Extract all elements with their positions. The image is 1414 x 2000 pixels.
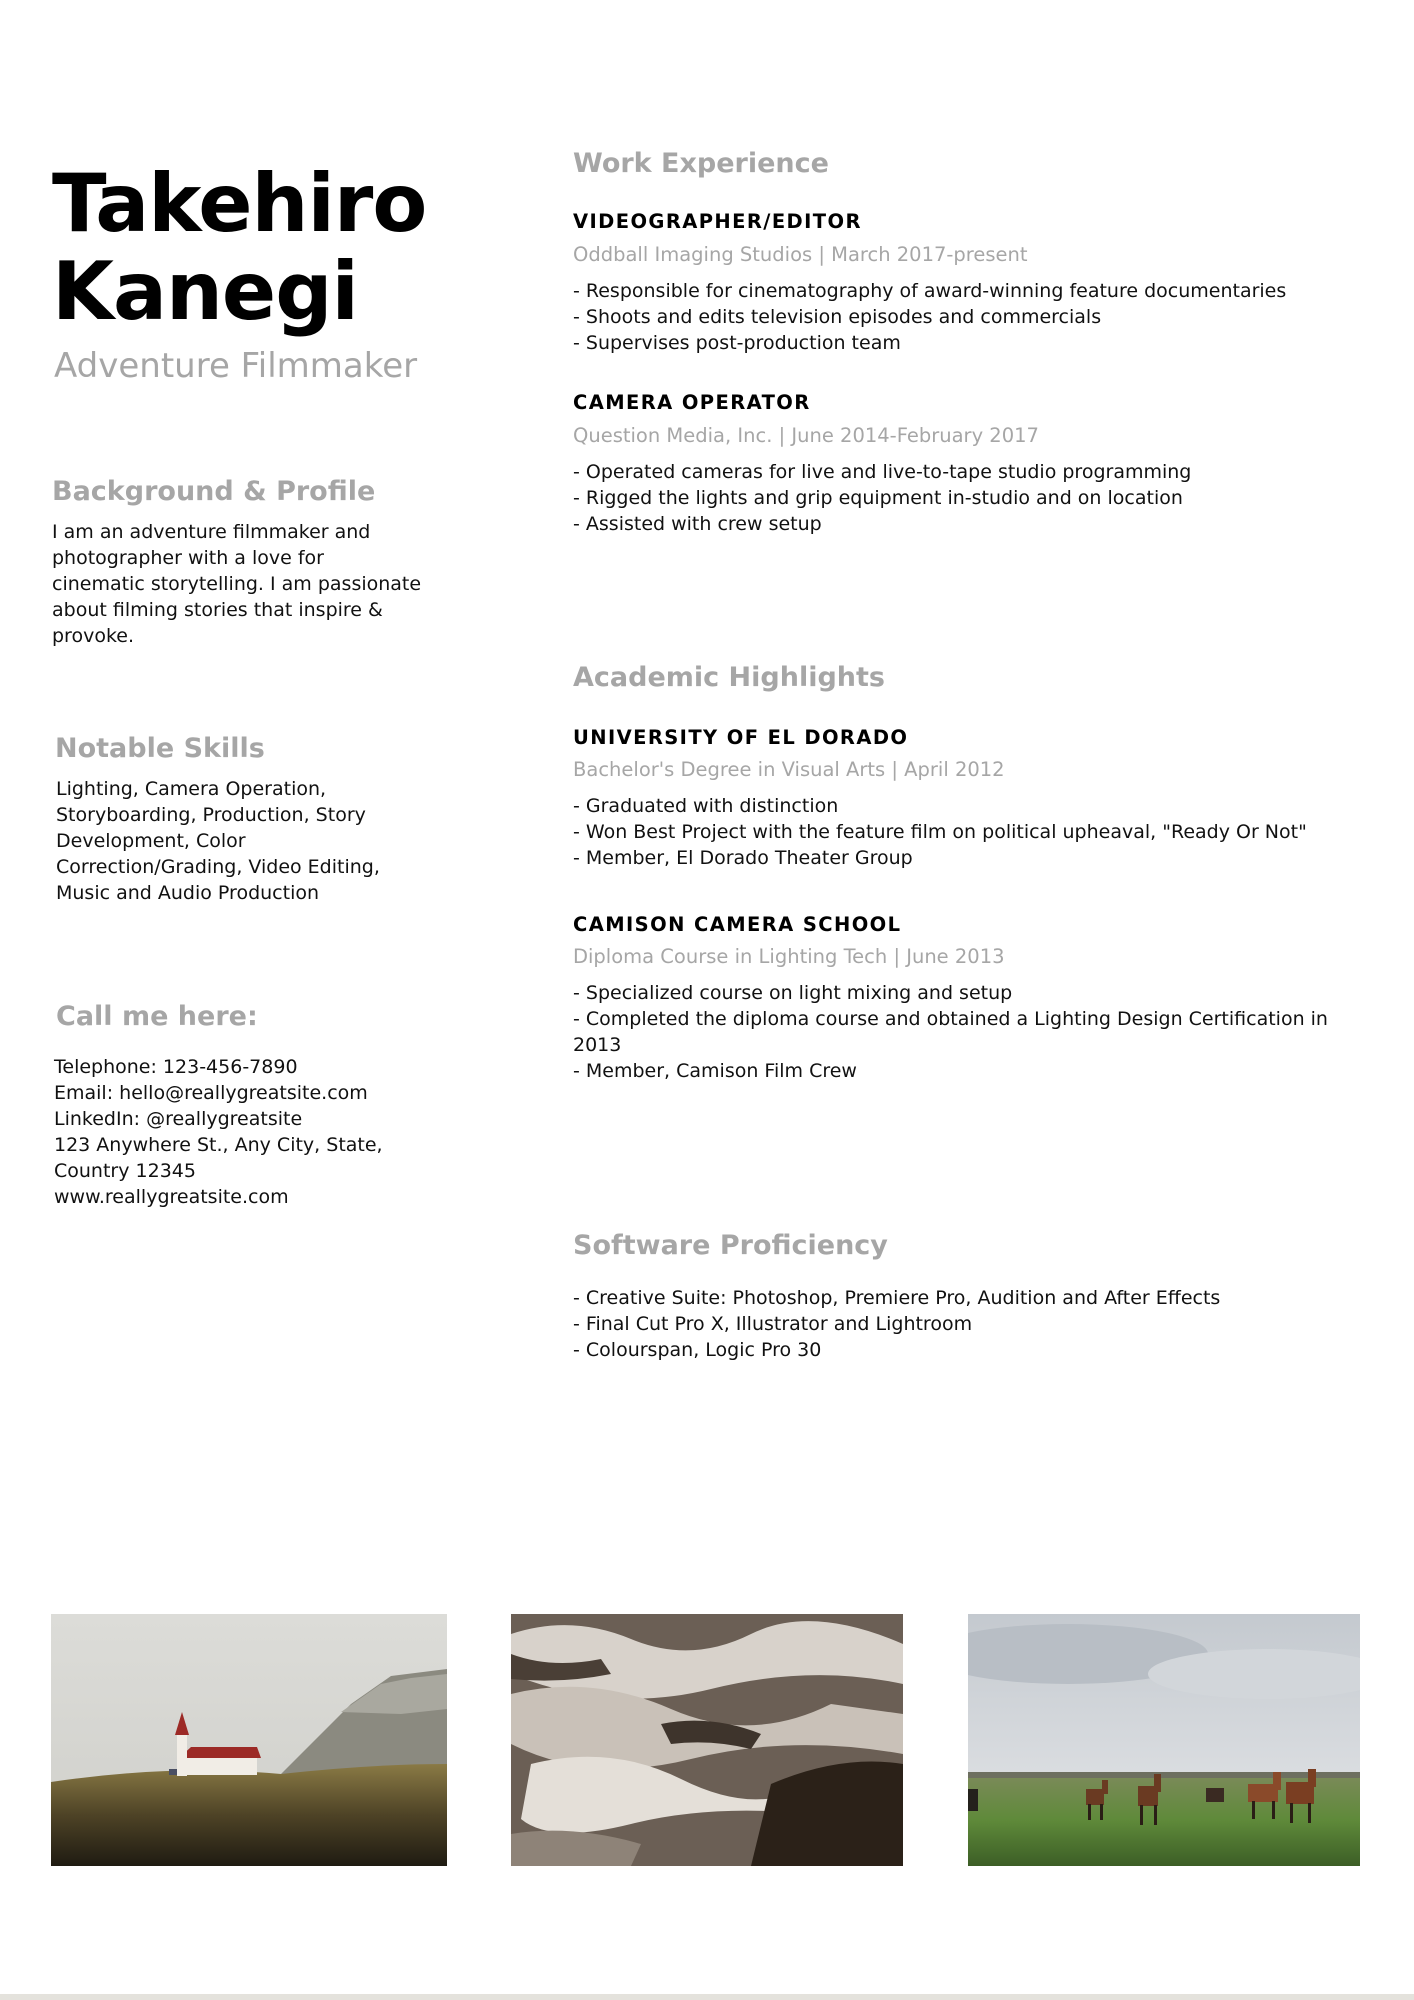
- skills-line: Development, Color: [56, 830, 246, 852]
- rushing-water-image: [511, 1614, 903, 1866]
- job-title: CAMERA OPERATOR: [573, 391, 811, 414]
- school-bullets: [573, 793, 1393, 871]
- church-landscape-image: [51, 1614, 447, 1866]
- profile-heading: Background & Profile: [52, 476, 376, 507]
- first-name: Takehiro: [52, 157, 427, 250]
- software-bullet: - Colourspan, Logic Pro 30: [573, 1339, 822, 1361]
- rushing-water-photo: [511, 1614, 903, 1866]
- skills-heading: Notable Skills: [55, 733, 265, 764]
- contact-telephone: Telephone: 123-456-7890: [54, 1056, 298, 1078]
- skills-text: [56, 776, 456, 906]
- contact-block: [54, 1054, 474, 1210]
- job-bullet: - Supervises post-production team: [573, 332, 901, 354]
- job-subtitle: Oddball Imaging Studios | March 2017-present: [573, 243, 1028, 266]
- skills-line: Music and Audio Production: [56, 882, 320, 904]
- school-bullet: - Member, Camison Film Crew: [573, 1060, 857, 1082]
- contact-linkedin: LinkedIn: @reallygreatsite: [54, 1108, 303, 1130]
- school-title: UNIVERSITY OF EL DORADO: [573, 726, 909, 749]
- profile-line: photographer with a love for: [52, 547, 324, 569]
- contact-email: Email: hello@reallygreatsite.com: [54, 1082, 368, 1104]
- job-bullet: - Operated cameras for live and live-to-tape studio programming: [573, 461, 1192, 483]
- school-subtitle: Bachelor's Degree in Visual Arts | April 2012: [573, 758, 1005, 781]
- profile-line: about filming stories that inspire &: [52, 599, 383, 621]
- school-subtitle: Diploma Course in Lighting Tech | June 2013: [573, 945, 1005, 968]
- job-bullet: - Shoots and edits television episodes and commercials: [573, 306, 1102, 328]
- job-bullet: - Assisted with crew setup: [573, 513, 822, 535]
- work-heading: Work Experience: [573, 148, 829, 179]
- software-bullets: [573, 1285, 1373, 1363]
- bottom-edge-bar: [0, 1994, 1414, 2000]
- skills-line: Correction/Grading, Video Editing,: [56, 856, 380, 878]
- job-bullet: - Rigged the lights and grip equipment in-studio and on location: [573, 487, 1183, 509]
- skills-line: Storyboarding, Production, Story: [56, 804, 366, 826]
- profile-text: [52, 519, 452, 649]
- software-bullet: - Creative Suite: Photoshop, Premiere Pro, Audition and After Effects: [573, 1287, 1221, 1309]
- last-name: Kanegi: [52, 245, 358, 338]
- school-bullet: - Graduated with distinction: [573, 795, 839, 817]
- academic-heading: Academic Highlights: [573, 662, 885, 693]
- contact-country: Country 12345: [54, 1160, 196, 1182]
- profile-line: provoke.: [52, 625, 135, 647]
- job-bullet: - Responsible for cinematography of award-winning feature documentaries: [573, 280, 1287, 302]
- contact-website: www.reallygreatsite.com: [54, 1186, 289, 1208]
- school-bullets: [573, 980, 1393, 1084]
- job-subtitle: Question Media, Inc. | June 2014-February 2017: [573, 424, 1039, 447]
- school-bullet: - Completed the diploma course and obtained a Lighting Design Certification in: [573, 1008, 1328, 1030]
- full-name: [52, 157, 522, 338]
- skills-line: Lighting, Camera Operation,: [56, 778, 327, 800]
- software-heading: Software Proficiency: [573, 1230, 888, 1261]
- software-bullet: - Final Cut Pro X, Illustrator and Lightroom: [573, 1313, 973, 1335]
- school-bullet: - Member, El Dorado Theater Group: [573, 847, 913, 869]
- school-bullet: - Won Best Project with the feature film on political upheaval, "Ready Or Not": [573, 821, 1307, 843]
- job-bullets: [573, 278, 1373, 356]
- tagline: Adventure Filmmaker: [54, 346, 418, 386]
- contact-heading: Call me here:: [56, 1001, 258, 1032]
- job-bullets: [573, 459, 1373, 537]
- school-title: CAMISON CAMERA SCHOOL: [573, 913, 902, 936]
- school-bullet: - Specialized course on light mixing and setup: [573, 982, 1013, 1004]
- contact-address: 123 Anywhere St., Any City, State,: [54, 1134, 383, 1156]
- profile-line: cinematic storytelling. I am passionate: [52, 573, 422, 595]
- wild-horses-image: [968, 1614, 1360, 1866]
- job-title: VIDEOGRAPHER/EDITOR: [573, 210, 862, 233]
- church-landscape-photo: [51, 1614, 447, 1866]
- school-bullet: 2013: [573, 1034, 622, 1056]
- profile-line: I am an adventure filmmaker and: [52, 521, 371, 543]
- wild-horses-photo: [968, 1614, 1360, 1866]
